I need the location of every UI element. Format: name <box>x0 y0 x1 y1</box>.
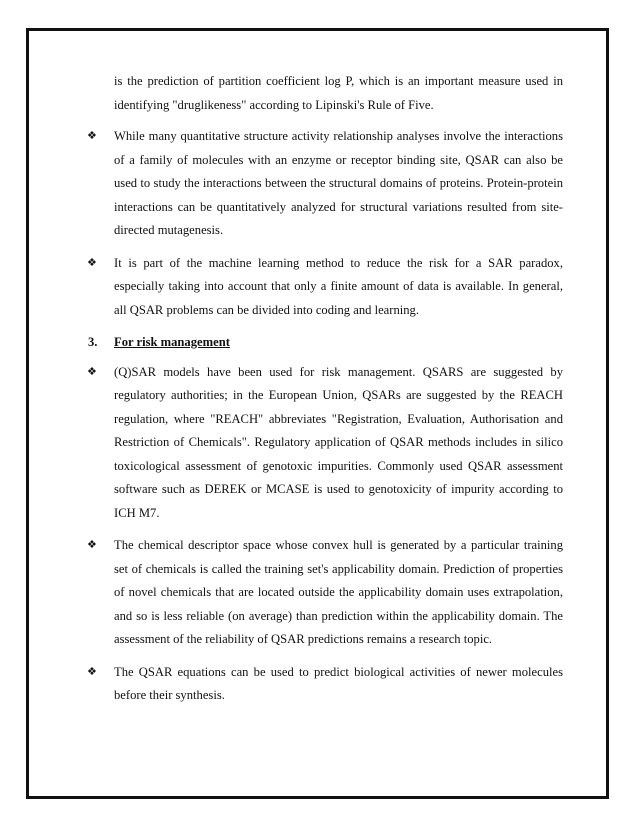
bullet-item <box>87 252 563 323</box>
bullet-item <box>87 661 563 708</box>
bullet-text: (Q)SAR models have been used for risk management. QSARS are suggested by regulatory authorities; in the European Union, QSARs are suggested by the REACH regulation, where "REACH" abbreviates "Registration, Evaluation, Authorisation and Restriction of Chemicals". Regulatory application of QSAR methods includes in silico toxicological assessment of genotoxic impurities. Commonly used QSAR assessment software such as DEREK or MCASE is used to genotoxicity of impurity according to ICH M7. <box>114 364 563 520</box>
diamond-bullet-icon: ❖ <box>87 665 97 678</box>
bullet-text: It is part of the machine learning method to reduce the risk for a SAR paradox, especially taking into account that only a finite amount of data is available. In general, all QSAR problems can be divided into coding and learning. <box>114 255 563 317</box>
continuation-paragraph <box>90 70 563 117</box>
bullet-item <box>87 125 563 243</box>
paragraph-text: is the prediction of partition coefficient log P, which is an important measure used in identifying "druglikeness" according to Lipinski's Rule of Five. <box>114 74 563 112</box>
bullet-text: The QSAR equations can be used to predict biological activities of newer molecules before their synthesis. <box>114 664 563 702</box>
bullet-text: The chemical descriptor space whose convex hull is generated by a particular training set of chemicals is called the training set's applicability domain. Prediction of properties of novel chemicals that are located outside the applicability domain uses extrapolation, and so is less reliable (on average) than prediction within the applicability domain. The assessment of the reliability of QSAR predictions remains a research topic. <box>114 538 563 646</box>
section-title: For risk management <box>114 335 230 349</box>
document-body <box>87 70 563 717</box>
bullet-item <box>87 534 563 652</box>
diamond-bullet-icon: ❖ <box>87 256 97 269</box>
section-heading <box>90 331 563 355</box>
bullet-item <box>87 361 563 526</box>
bullet-text: While many quantitative structure activity relationship analyses involve the interactions of a family of molecules with an enzyme or receptor binding site, QSAR can also be used to study the interactions between the structural domains of proteins. Protein-protein interactions can be quantitatively analyzed for structural variations resulted from site-directed mutagenesis. <box>114 129 563 237</box>
diamond-bullet-icon: ❖ <box>87 365 97 378</box>
diamond-bullet-icon: ❖ <box>87 130 97 142</box>
section-number: 3. <box>88 335 98 349</box>
diamond-bullet-icon: ❖ <box>87 539 97 551</box>
